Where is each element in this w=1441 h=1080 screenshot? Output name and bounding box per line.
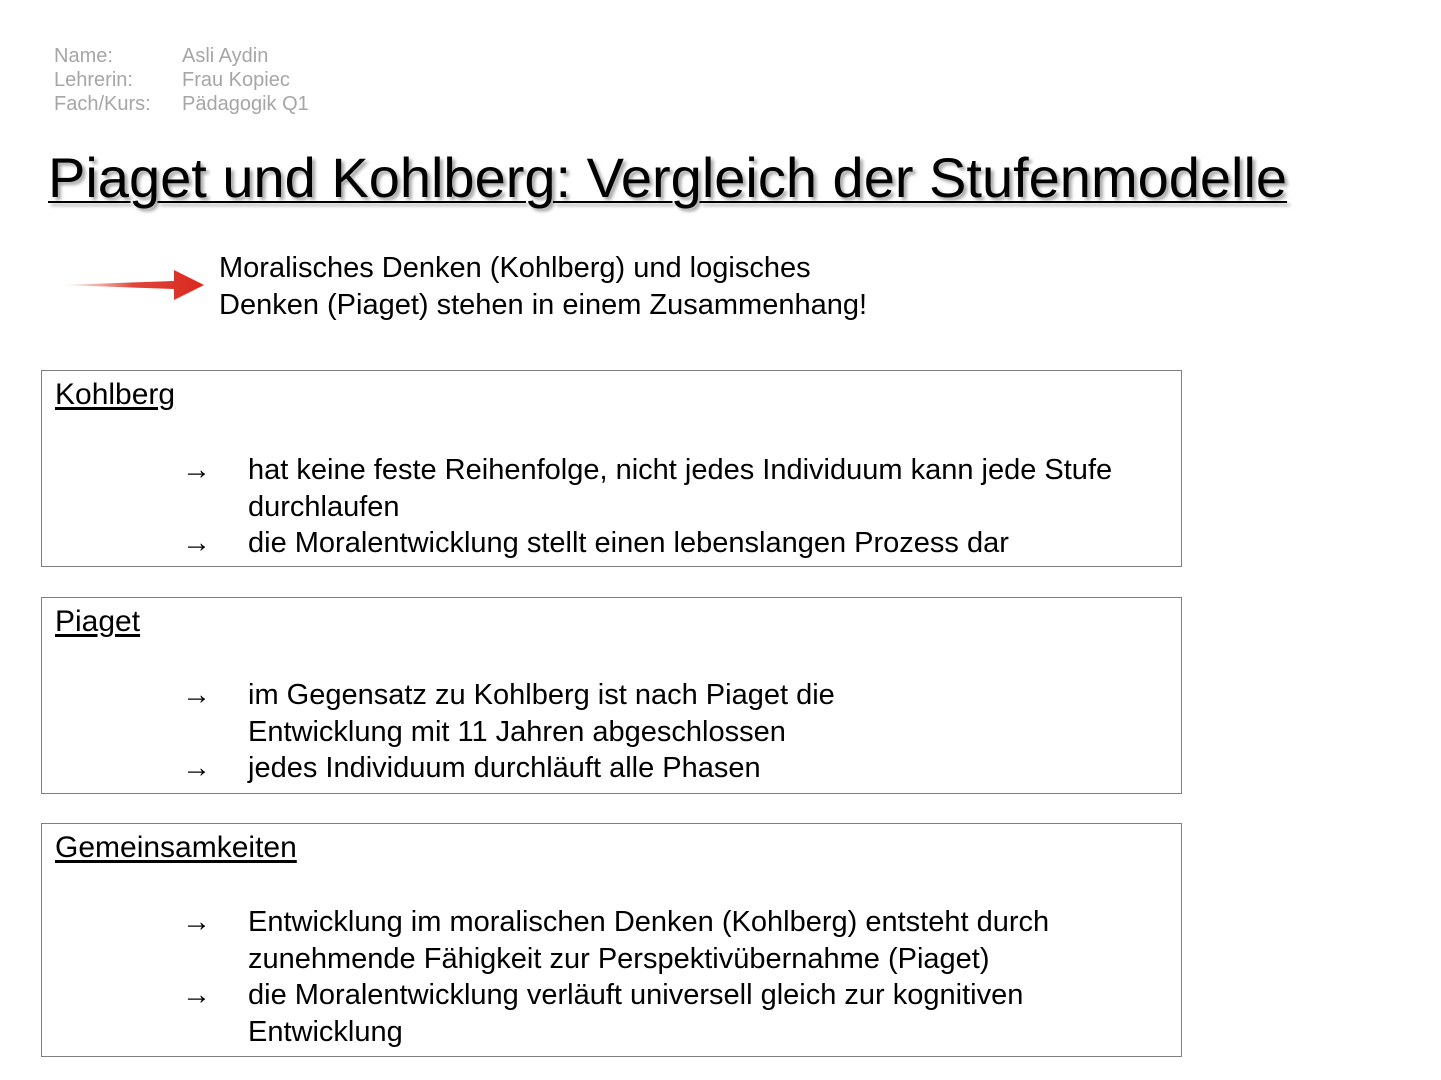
subject-label: Fach/Kurs: [54,93,151,115]
common-list [182,904,1171,1050]
arrow-icon: → [182,906,211,938]
red-arrow-icon [62,266,208,304]
subject-value: Pädagogik Q1 [182,93,309,115]
list-item [182,977,1171,1050]
arrow-icon: → [182,527,211,560]
subject-row [54,92,309,116]
piaget-title: Piaget [55,605,141,638]
kohlberg-box [41,370,1182,567]
teacher-row [54,68,309,92]
name-label: Name: [54,45,113,67]
list-item-text: die Moralentwicklung stellt einen lebenslangen Prozess dar [248,527,1009,560]
teacher-label: Lehrerin: [54,69,133,91]
list-item-text: die Moralentwicklung verläuft universell gleich zur kognitiven Entwicklung [248,979,1024,1048]
name-value: Asli Aydin [182,45,269,67]
list-item-text: jedes Individuum durchläuft alle Phasen [248,752,761,785]
list-item [182,452,1161,525]
teacher-value: Frau Kopiec [182,69,290,91]
common-box [41,823,1182,1057]
kohlberg-title: Kohlberg [55,378,176,411]
arrow-icon: → [182,454,211,486]
list-item [182,677,921,750]
list-item [182,525,1161,562]
piaget-box [41,597,1182,794]
list-item-text: im Gegensatz zu Kohlberg ist nach Piaget die Entwicklung mit 11 Jahren abgeschlossen [248,679,835,748]
arrow-icon: → [182,679,211,711]
intro-line-1: Moralisches Denken (Kohlberg) und logisches [219,252,811,284]
list-item [182,750,921,787]
name-row [54,44,309,68]
page-title: Piaget und Kohlberg: Vergleich der Stufenmodelle [48,146,1288,209]
arrow-icon: → [182,752,211,785]
list-item-text: hat keine feste Reihenfolge, nicht jedes Individuum kann jede Stufe durchlaufen [248,454,1113,523]
piaget-list [182,677,921,787]
arrow-icon: → [182,979,211,1012]
intro-line-2: Denken (Piaget) stehen in einem Zusammenhang! [219,289,868,321]
kohlberg-list [182,452,1161,562]
intro-statement [219,250,867,324]
common-title: Gemeinsamkeiten [55,831,297,864]
list-item-text: Entwicklung im moralischen Denken (Kohlberg) entsteht durch zunehmende Fähigkeit zur Perspektivübernahme (Piaget) [248,906,1050,975]
list-item [182,904,1171,977]
document-header [54,44,309,116]
